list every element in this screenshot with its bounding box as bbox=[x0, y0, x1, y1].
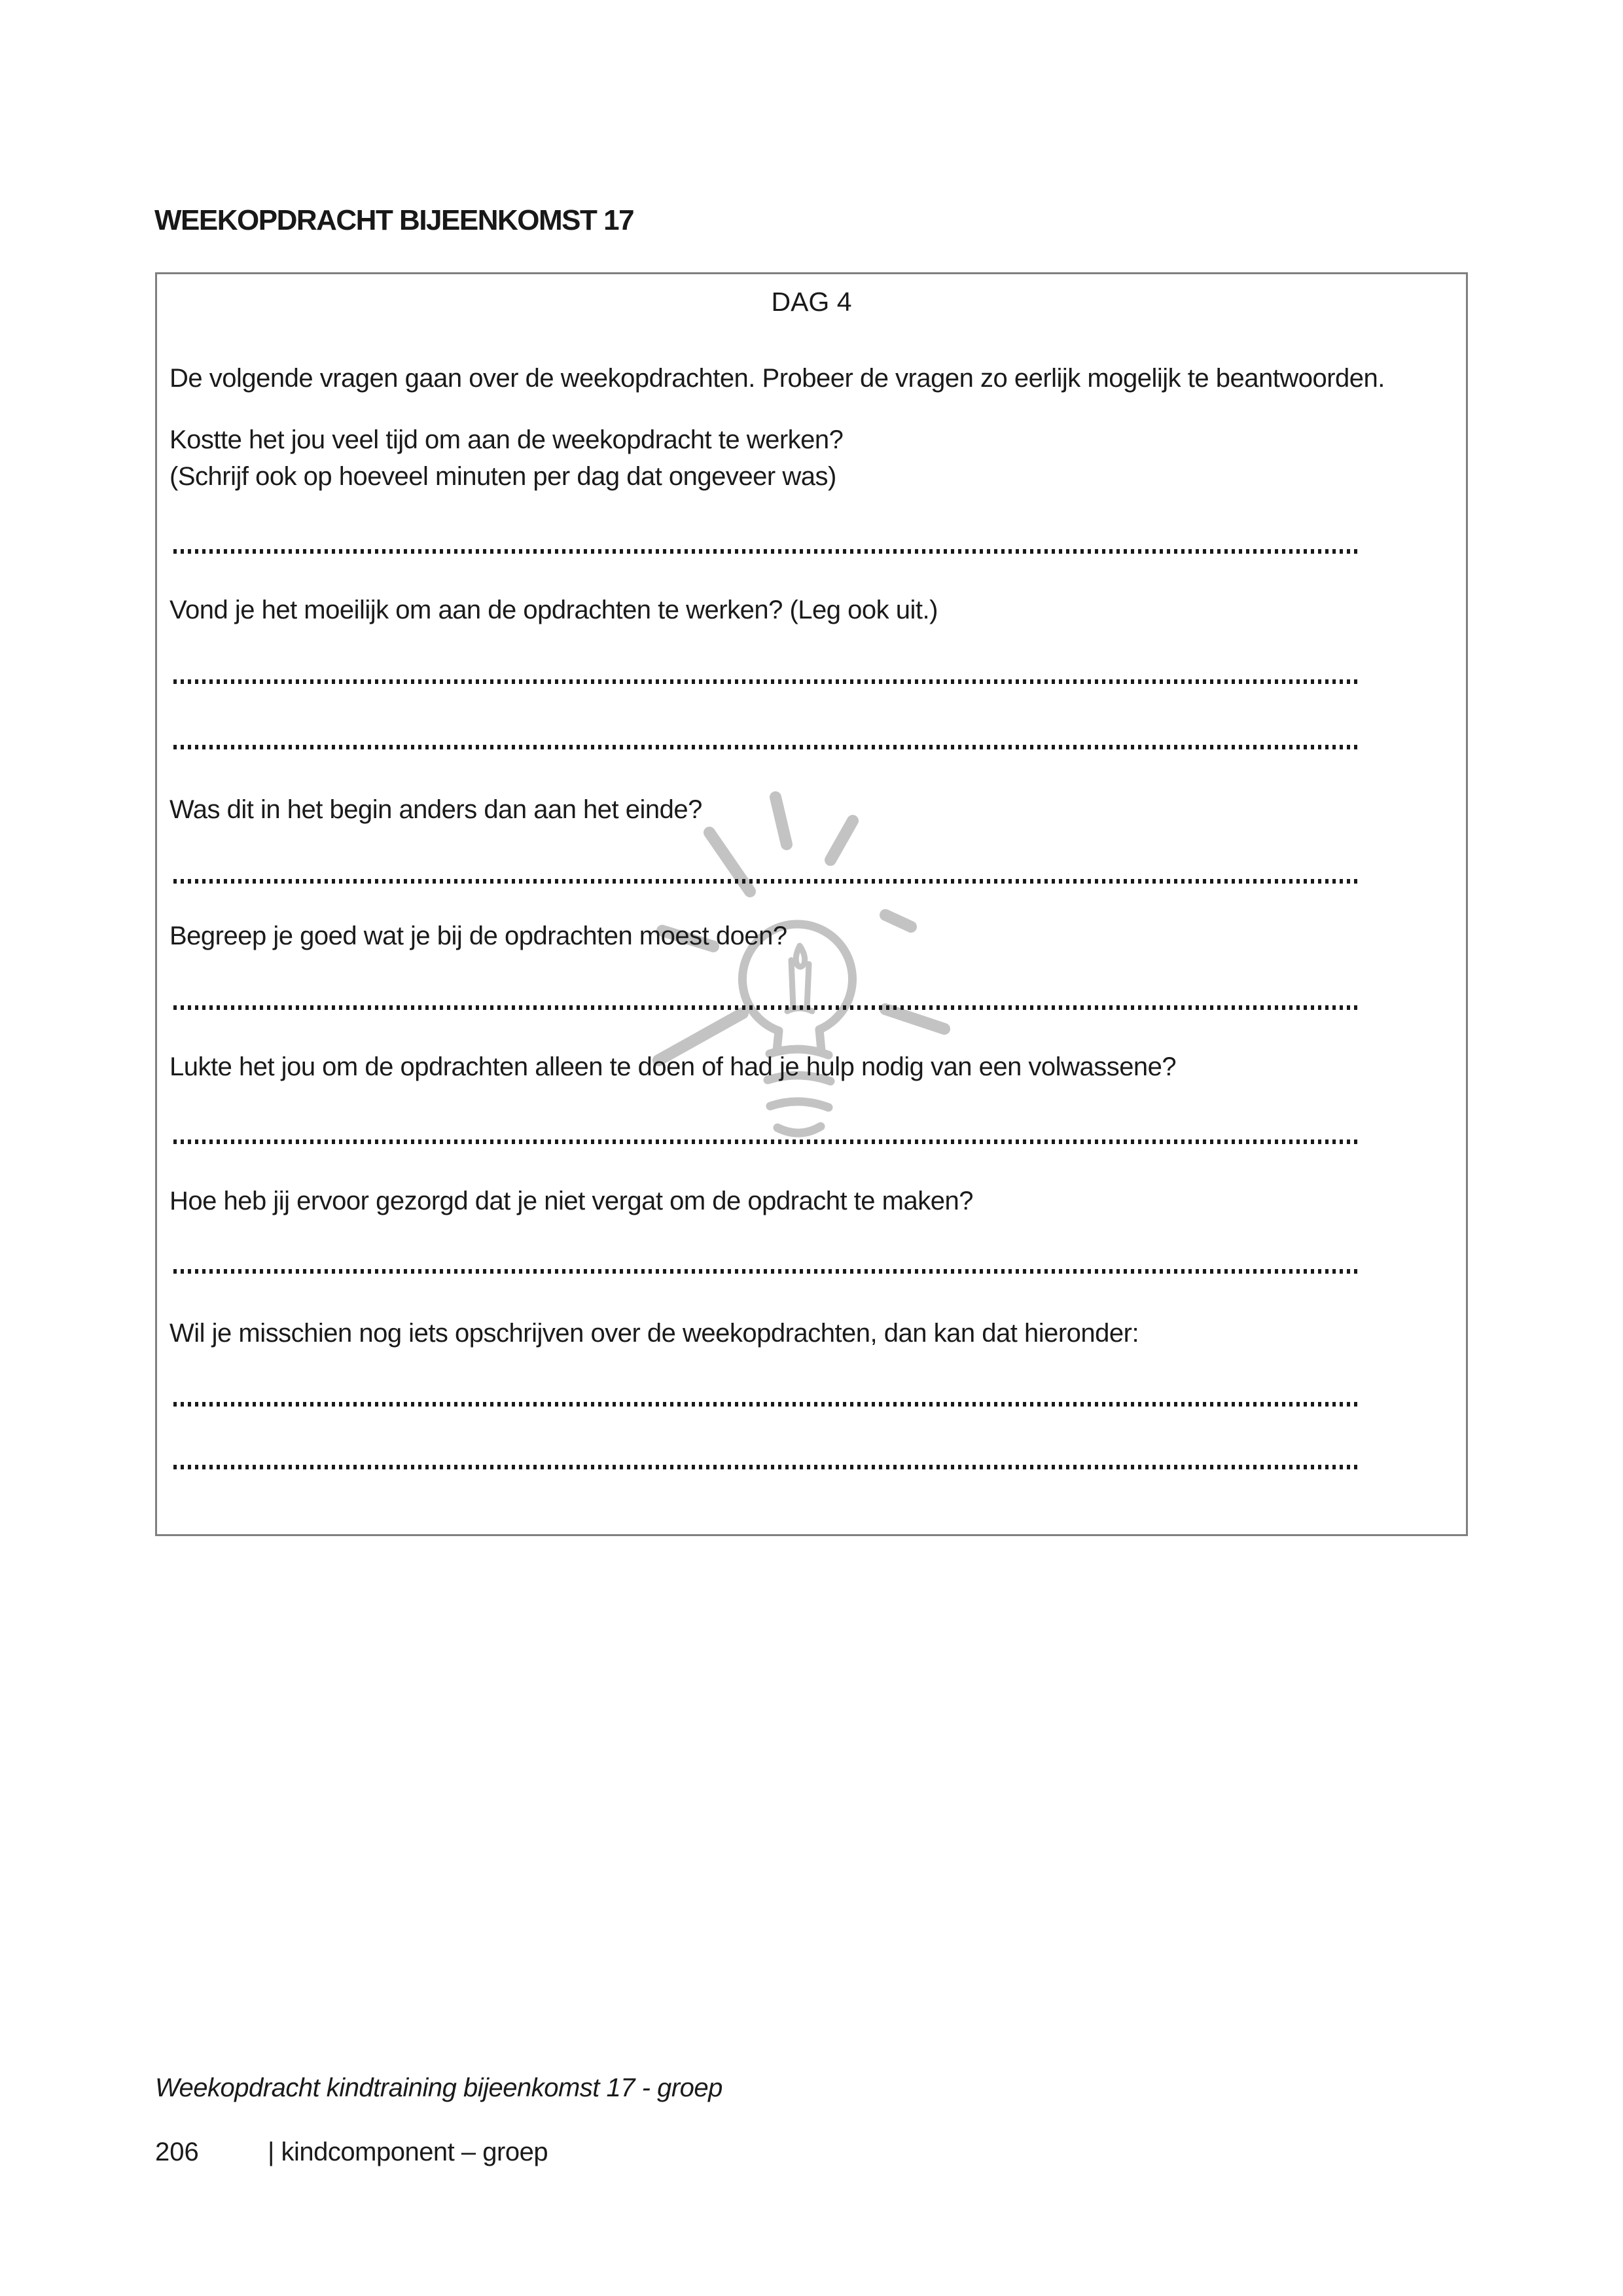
question-3: Was dit in het begin anders dan aan het einde? bbox=[169, 795, 702, 824]
intro-text: De volgende vragen gaan over de weekopdrachten. Probeer de vragen zo eerlijk mogelijk te beantwoorden. bbox=[169, 364, 1385, 393]
answer-line-5 bbox=[173, 1005, 1359, 1010]
page-title: WEEKOPDRACHT BIJEENKOMST 17 bbox=[154, 204, 634, 236]
answer-line-1 bbox=[173, 549, 1359, 554]
footer-section-label: | kindcomponent – groep bbox=[268, 2138, 548, 2166]
question-1 bbox=[169, 422, 843, 495]
answer-line-6 bbox=[173, 1139, 1359, 1144]
lightbulb-sketch-icon bbox=[648, 782, 955, 1162]
footer-source-line: Weekopdracht kindtraining bijeenkomst 17 - groep bbox=[155, 2073, 722, 2102]
answer-line-2 bbox=[173, 679, 1359, 684]
day-heading: DAG 4 bbox=[771, 287, 852, 317]
question-2: Vond je het moeilijk om aan de opdrachten te werken? (Leg ook uit.) bbox=[169, 596, 938, 624]
answer-line-9 bbox=[173, 1465, 1359, 1469]
answer-line-3 bbox=[173, 745, 1359, 749]
question-1-text: Kostte het jou veel tijd om aan de weekopdracht te werken? bbox=[169, 425, 844, 454]
question-5: Lukte het jou om de opdrachten alleen te doen of had je hulp nodig van een volwassene? bbox=[169, 1052, 1177, 1081]
answer-line-4 bbox=[173, 879, 1359, 884]
page-number: 206 bbox=[155, 2138, 199, 2166]
question-1-note: (Schrijf ook op hoeveel minuten per dag dat ongeveer was) bbox=[169, 462, 836, 491]
question-6: Hoe heb jij ervoor gezorgd dat je niet vergat om de opdracht te maken? bbox=[169, 1187, 973, 1215]
answer-line-7 bbox=[173, 1269, 1359, 1274]
answer-line-8 bbox=[173, 1402, 1359, 1407]
question-7: Wil je misschien nog iets opschrijven over de weekopdrachten, dan kan dat hieronder: bbox=[169, 1319, 1139, 1348]
question-4: Begreep je goed wat je bij de opdrachten moest doen? bbox=[169, 922, 787, 950]
